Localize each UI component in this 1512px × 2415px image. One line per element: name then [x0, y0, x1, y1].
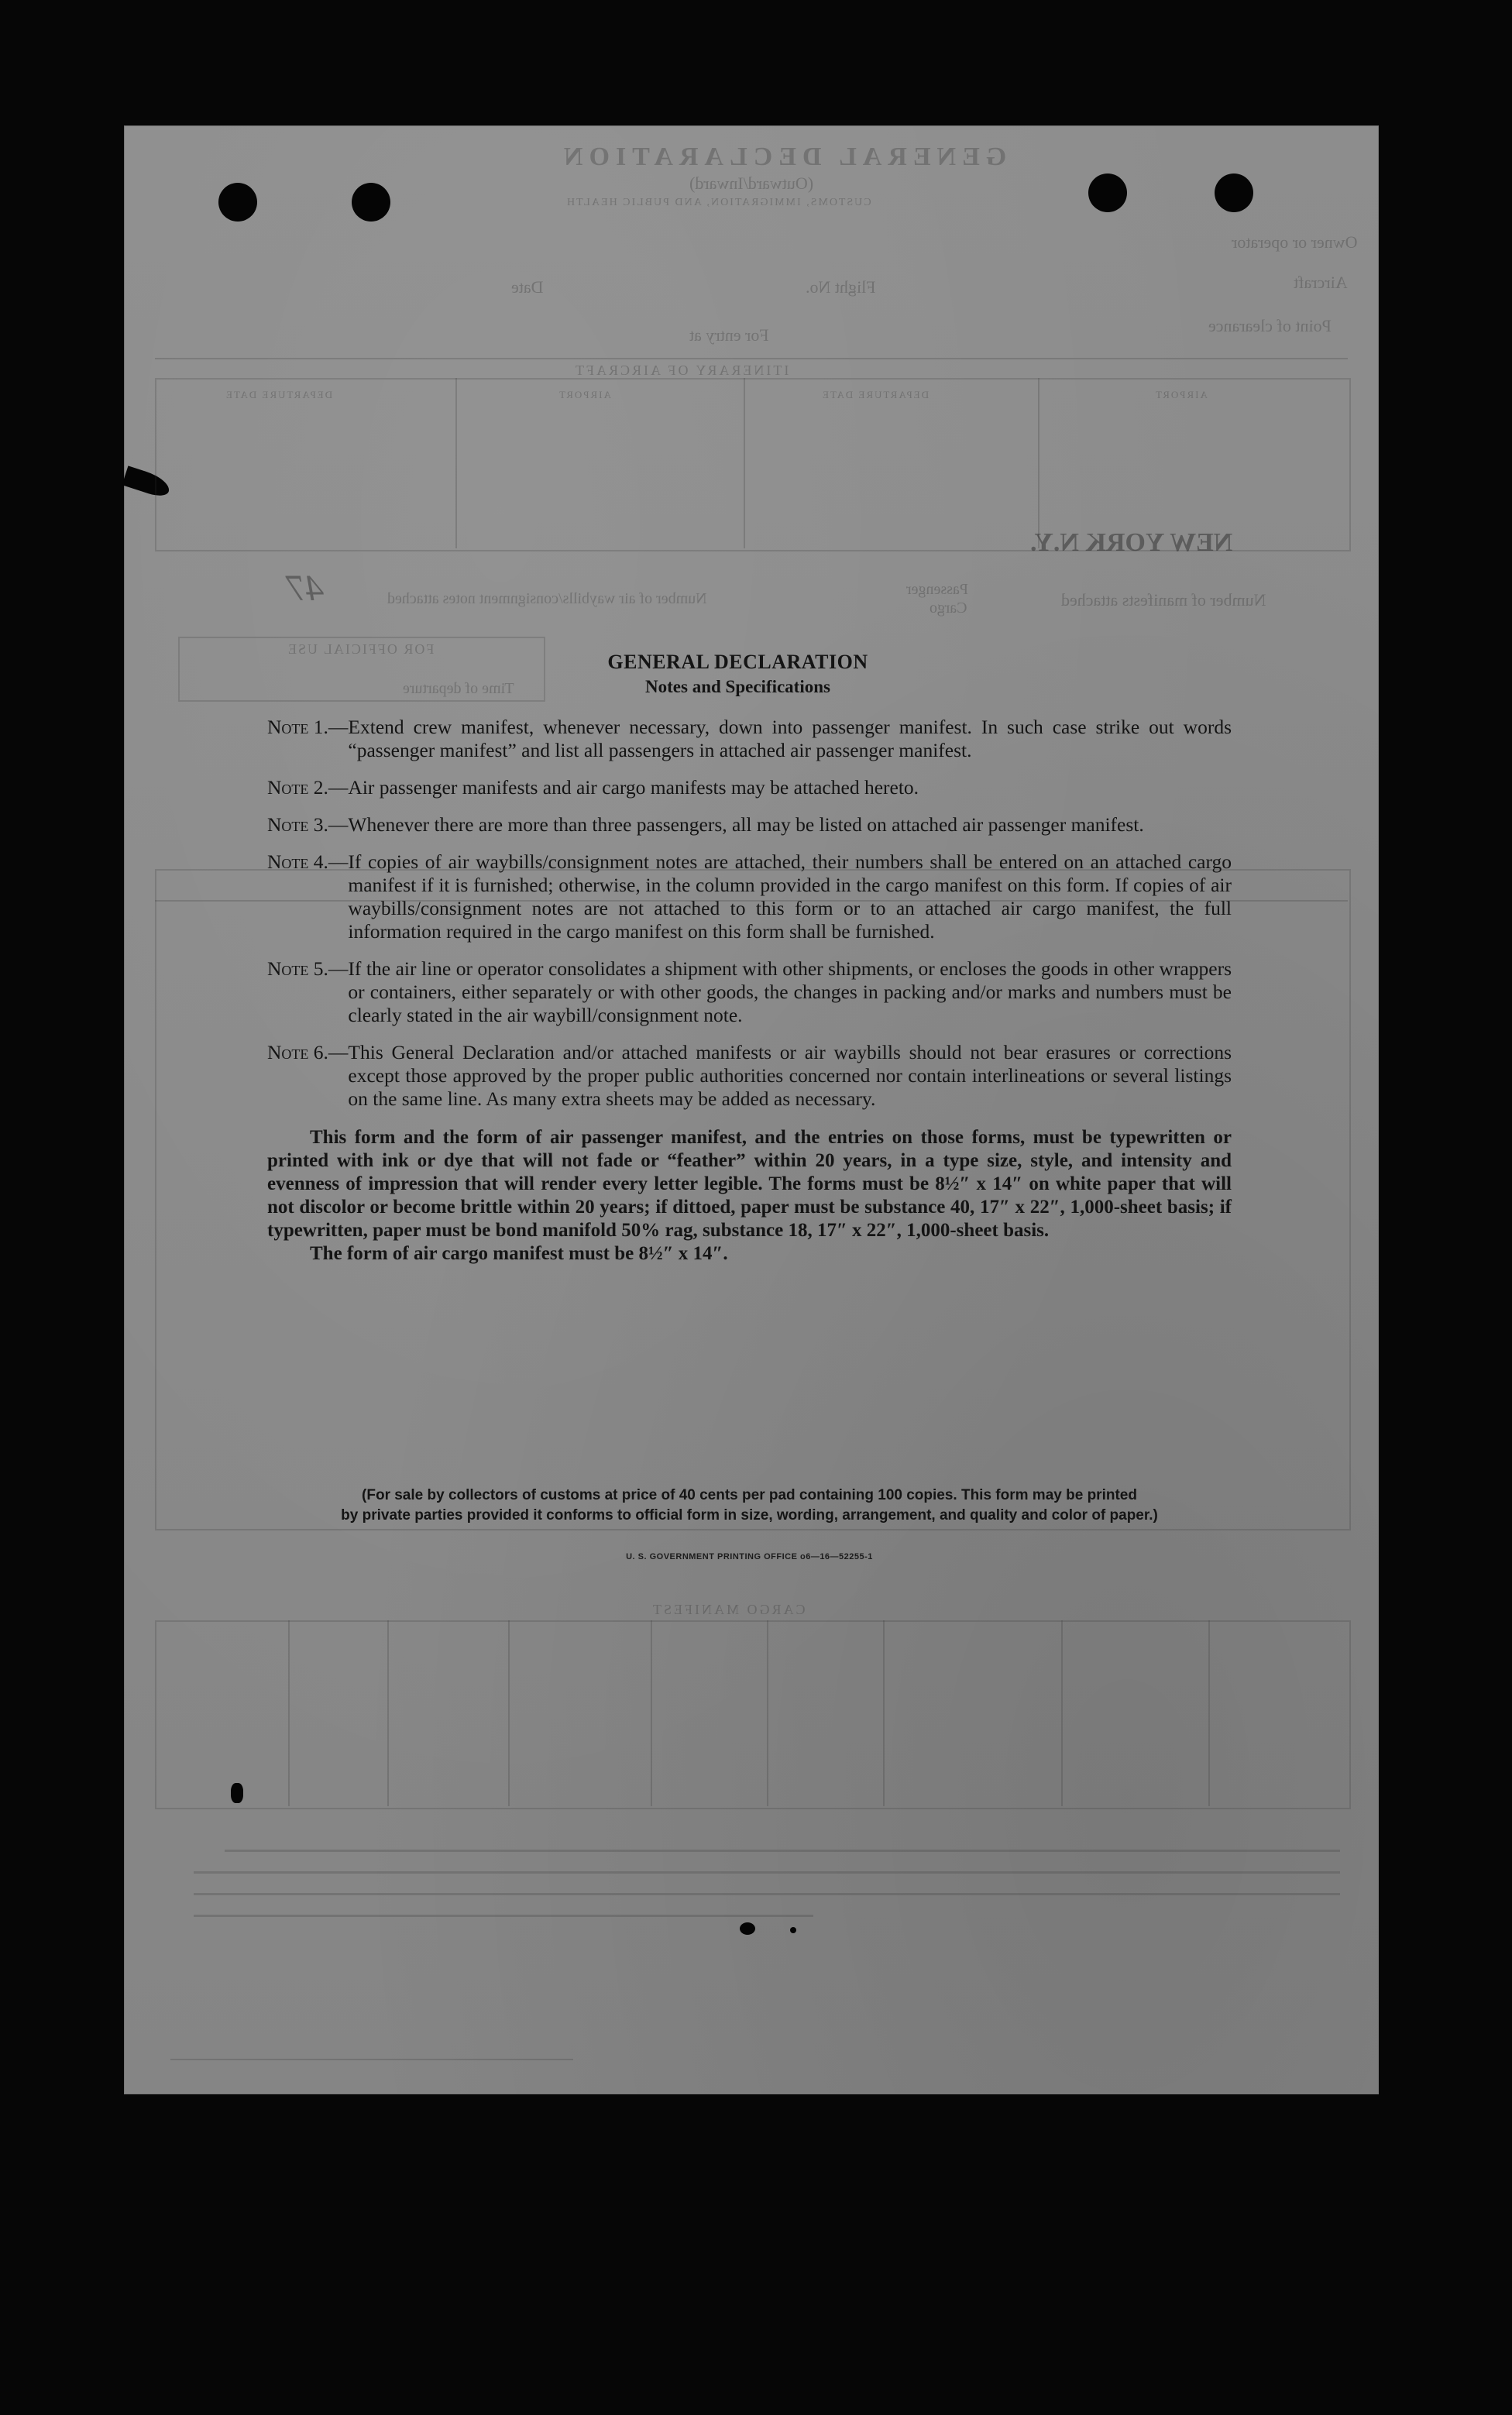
note-label: Note 3.: [267, 813, 328, 836]
ghost-clearance-label: Point of clearance: [1208, 316, 1332, 335]
note-label: Note 6.: [267, 1041, 328, 1063]
ghost-date-label: Date: [511, 277, 544, 297]
note-dash: —: [328, 776, 349, 799]
ghost-official-use-label: FOR OFFICIAL USE: [287, 641, 435, 657]
ghost-departure-date-label: DEPARTURE DATE: [225, 389, 333, 400]
ghost-itinerary-col-1: [455, 378, 457, 548]
sale-note-line-2: by private parties provided it conforms to official form in size, wording, arrangement, and quality and color of paper.): [341, 1507, 1158, 1524]
ghost-cargo-col-6: [883, 1620, 885, 1806]
ghost-departure-date-label-2: DEPARTURE DATE: [821, 389, 930, 400]
ghost-departure-time-label: Time of departure: [403, 680, 514, 697]
punch-hole-3: [1088, 173, 1127, 212]
note-label: Note 4.: [267, 850, 328, 873]
ghost-itinerary-col-3: [1038, 378, 1040, 548]
ghost-waybills-label: Number of air waybills/consignment notes attached: [387, 590, 707, 607]
ghost-handwritten-number: 47: [287, 568, 324, 609]
note-5: [267, 957, 1232, 1027]
ghost-passenger-label: Passenger: [906, 581, 968, 598]
ghost-subheading: (Outward/Inward): [689, 173, 814, 193]
punch-hole-1: [218, 183, 257, 222]
note-label: Note 1.: [267, 716, 328, 738]
notes-section: [267, 651, 1232, 1266]
ghost-cargo-col-1: [288, 1620, 290, 1806]
ghost-owner-label: Owner or operator: [1232, 232, 1358, 252]
page-subtitle: Notes and Specifications: [645, 677, 830, 696]
printing-office-imprint: U. S. GOVERNMENT PRINTING OFFICE o6—16—52255-1: [626, 1552, 873, 1561]
note-label: Note 5.: [267, 957, 328, 980]
note-4: [267, 850, 1232, 943]
note-text: Air passenger manifests and air cargo manifests may be attached hereto.: [348, 776, 919, 799]
note-1: [267, 716, 1232, 762]
ghost-signature-line: [170, 2059, 573, 2060]
ghost-entry-label: For entry at: [689, 325, 769, 345]
note-2: [267, 776, 1232, 799]
ghost-itinerary-col-2: [744, 378, 745, 548]
note-6: [267, 1041, 1232, 1111]
ghost-cargo-col-7: [1061, 1620, 1063, 1806]
punch-hole-4: [1215, 173, 1253, 212]
note-3: [267, 813, 1232, 836]
document-page: [124, 125, 1379, 2094]
ghost-rule-1: [155, 358, 1348, 359]
note-dash: —: [328, 716, 349, 738]
ghost-aircraft-label: Aircraft: [1294, 273, 1348, 292]
ghost-cargo-col-2: [387, 1620, 389, 1806]
ghost-declaration-line-2: [194, 1871, 1340, 1874]
ghost-stamp: NEW YORK N.Y.: [1030, 528, 1233, 557]
ghost-cargo-col-4: [651, 1620, 652, 1806]
page-title: GENERAL DECLARATION: [607, 651, 868, 673]
ghost-cargo-table: [155, 1620, 1351, 1809]
ink-spot-2: [740, 1922, 755, 1935]
ink-spot-3: [790, 1927, 796, 1933]
ghost-heading: GENERAL DECLARATION: [558, 143, 1007, 171]
ghost-cargo-col-8: [1208, 1620, 1210, 1806]
note-text: Whenever there are more than three passengers, all may be listed on attached air passenger manifest.: [348, 813, 1144, 836]
note-text: If copies of air waybills/consignment notes are attached, their numbers shall be entered on an attached cargo manifest if it is furnished; otherwise, in the column provided in the cargo manifest on this form. If copies of air waybills/consignment notes are not attached to this form or to an attached air cargo manifest, the full information required in the cargo manifest on this form shall be furnished.: [348, 850, 1232, 943]
ghost-manifests-label: Number of manifests attached: [1061, 590, 1266, 610]
ghost-flight-label: Flight No.: [806, 277, 876, 297]
ghost-declaration-line-4: [194, 1915, 813, 1917]
ghost-authority: CUSTOMS, IMMIGRATION, AND PUBLIC HEALTH: [565, 197, 871, 208]
ghost-cargo-label: Cargo: [930, 599, 967, 617]
ghost-itinerary-label: ITINERARY OF AIRCRAFT: [573, 362, 789, 378]
ghost-cargo-col-3: [508, 1620, 510, 1806]
note-dash: —: [328, 850, 349, 873]
punch-hole-2: [352, 183, 390, 222]
note-dash: —: [328, 957, 349, 980]
sale-note-line-1: (For sale by collectors of customs at price of 40 cents per pad containing 100 copies. This form may be printed: [362, 1487, 1137, 1503]
note-dash: —: [328, 813, 349, 836]
ghost-declaration-line-1: [225, 1850, 1340, 1852]
ghost-itinerary-table: [155, 378, 1351, 551]
note-dash: —: [328, 1041, 349, 1063]
paper-specification-paragraph: This form and the form of air passenger manifest, and the entries on those forms, must be typewritten or printed with ink or dye that will not fade or “feather” within 20 years, in a type size, style, and intensity and evenness of impression that will render every letter legible. The forms must be 8½″ x 14″ on white paper that will not discolor or become brittle within 20 years; if dittoed, paper must be substance 40, 17″ x 22″, 1,000-sheet basis; if typewritten, paper must be bond manifold 50% rag, substance 18, 17″ x 22″, 1,000-sheet basis.: [267, 1127, 1232, 1241]
cargo-manifest-size-note: The form of air cargo manifest must be 8½″ x 14″.: [310, 1243, 728, 1264]
ghost-cargo-manifest-label: CARGO MANIFEST: [651, 1602, 806, 1617]
ghost-airport-label-1: AIRPORT: [558, 389, 611, 400]
sale-note: [267, 1486, 1232, 1526]
ghost-airport-label-2: AIRPORT: [1154, 389, 1208, 400]
note-label: Note 2.: [267, 776, 328, 799]
ghost-cargo-col-5: [767, 1620, 768, 1806]
note-text: Extend crew manifest, whenever necessary, down into passenger manifest. In such case strike out words “passenger manifest” and list all passengers in attached air passenger manifest.: [348, 716, 1232, 761]
note-text: If the air line or operator consolidates a shipment with other shipments, or encloses the goods in other wrappers or containers, either separately or with other goods, the changes in packing and/or marks and numbers must be clearly stated in the air waybill/consignment note.: [348, 957, 1232, 1026]
note-text: This General Declaration and/or attached manifests or air waybills should not bear erasures or corrections except those approved by the proper public authorities concerned nor contain interlineations or several listings on the same line. As many extra sheets may be added as necessary.: [348, 1041, 1232, 1110]
ghost-declaration-line-3: [194, 1893, 1340, 1895]
